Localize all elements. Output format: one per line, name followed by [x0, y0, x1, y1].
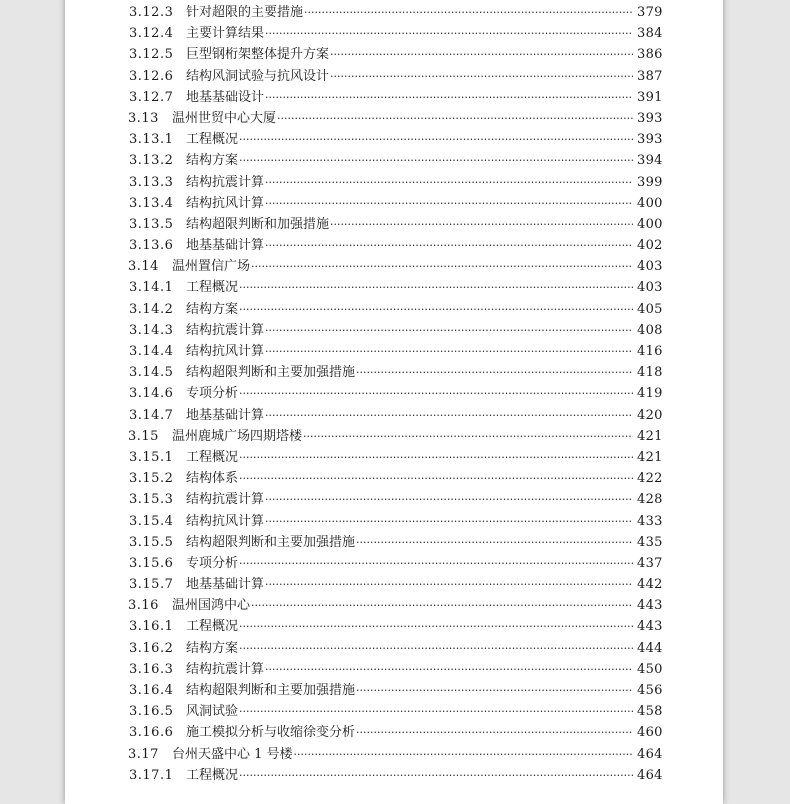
- toc-entry[interactable]: [65, 680, 723, 701]
- toc-entry-title: 地基基础计算: [186, 238, 265, 254]
- dot-leader: [277, 108, 633, 129]
- toc-entry-page-number: 384: [637, 26, 663, 42]
- dot-leader: [239, 277, 633, 298]
- toc-entry[interactable]: [65, 129, 723, 150]
- toc-entry-number: 3.12.4: [129, 26, 174, 42]
- toc-entry-title: 温州国鸿中心: [172, 598, 251, 614]
- toc-entry-page-number: 458: [637, 704, 663, 720]
- toc-entry-page-number: 428: [637, 492, 663, 508]
- dot-leader: [265, 235, 633, 256]
- toc-entry-number: 3.14.5: [129, 365, 174, 381]
- toc-entry-page-number: 418: [637, 365, 663, 381]
- toc-entry-number: 3.15.1: [129, 449, 174, 465]
- toc-entry-page-number: 408: [637, 322, 663, 338]
- toc-entry-page-number: 419: [637, 386, 663, 402]
- toc-entry-number: 3.13.4: [129, 195, 174, 211]
- dot-leader: [303, 426, 633, 447]
- toc-entry-number: 3.13.6: [129, 238, 174, 254]
- toc-entry-page-number: 435: [637, 534, 663, 550]
- toc-entry-title: 结构方案: [186, 301, 239, 317]
- toc-entry[interactable]: [65, 659, 723, 680]
- dot-leader: [239, 468, 633, 489]
- toc-entry-page-number: 400: [637, 216, 663, 232]
- toc-entry-number: 3.16.2: [129, 640, 174, 656]
- toc-entry-title: 结构超限判断和主要加强措施: [186, 534, 356, 550]
- toc-entry-title: 工程概况: [186, 767, 239, 783]
- toc-entry-title: 工程概况: [186, 280, 239, 296]
- toc-entry-number: 3.14.6: [129, 386, 174, 402]
- toc-entry[interactable]: [65, 532, 723, 553]
- toc-entry-title: 结构抗震计算: [186, 661, 265, 677]
- dot-leader: [265, 87, 633, 108]
- toc-entry-page-number: 460: [637, 725, 663, 741]
- toc-entry-number: 3.14.4: [129, 344, 174, 359]
- toc-entry-number: 3.16.3: [129, 661, 174, 677]
- toc-entry-title: 地基基础设计: [186, 89, 265, 105]
- toc-entry-page-number: 379: [637, 5, 663, 20]
- toc-entry[interactable]: [65, 511, 723, 532]
- dot-leader: [265, 172, 633, 193]
- dot-leader: [239, 553, 633, 574]
- toc-entry-page-number: 386: [637, 47, 663, 63]
- toc-entry-number: 3.16.4: [129, 683, 174, 698]
- dot-leader: [251, 595, 633, 616]
- toc-entry[interactable]: [65, 447, 723, 468]
- toc-entry-title: 结构抗风计算: [186, 513, 265, 529]
- toc-entry-title: 温州鹿城广场四期塔楼: [172, 428, 303, 444]
- toc-entry-number: 3.15.6: [129, 555, 174, 571]
- toc-entry[interactable]: [65, 277, 723, 298]
- toc-entry-number: 3.13.3: [129, 174, 174, 190]
- toc-entry-number: 3.14.7: [129, 407, 174, 423]
- toc-entry-title: 地基基础计算: [186, 577, 265, 593]
- dot-leader: [239, 129, 633, 150]
- dot-leader: [239, 616, 633, 637]
- dot-leader: [265, 193, 633, 214]
- dot-leader: [330, 44, 633, 65]
- toc-entry-number: 3.12.6: [129, 68, 174, 84]
- toc-entry[interactable]: [65, 320, 723, 341]
- toc-entry[interactable]: [65, 87, 723, 108]
- dot-leader: [304, 2, 633, 23]
- dot-leader: [265, 341, 633, 362]
- toc-entry[interactable]: [65, 405, 723, 426]
- toc-entry[interactable]: [65, 722, 723, 743]
- toc-entry-page-number: 442: [637, 577, 663, 593]
- dot-leader: [356, 362, 633, 383]
- toc-entry-page-number: 443: [637, 619, 663, 635]
- toc-entry[interactable]: [65, 616, 723, 637]
- toc-entry-title: 结构风洞试验与抗风设计: [186, 68, 330, 84]
- dot-leader: [239, 383, 633, 404]
- table-of-contents: [65, 2, 723, 786]
- dot-leader: [239, 299, 633, 320]
- toc-entry-title: 结构体系: [186, 471, 239, 487]
- toc-entry[interactable]: [65, 172, 723, 193]
- toc-entry-number: 3.15.7: [129, 577, 174, 593]
- dot-leader: [239, 701, 633, 722]
- toc-entry-number: 3.16.1: [129, 619, 174, 635]
- toc-entry-page-number: 433: [637, 513, 663, 529]
- toc-entry-title: 工程概况: [186, 132, 239, 148]
- toc-entry-title: 针对超限的主要措施: [186, 5, 304, 20]
- dot-leader: [356, 532, 633, 553]
- toc-entry-number: 3.12.5: [129, 47, 174, 63]
- toc-entry[interactable]: [65, 193, 723, 214]
- toc-entry-number: 3.15.3: [129, 492, 174, 508]
- toc-entry-number: 3.16: [128, 598, 159, 614]
- toc-entry-title: 温州世贸中心大厦: [172, 110, 277, 126]
- toc-entry[interactable]: [65, 299, 723, 320]
- toc-entry-title: 温州置信广场: [172, 259, 251, 275]
- toc-entry-title: 结构抗震计算: [186, 322, 265, 338]
- toc-entry-page-number: 420: [637, 407, 663, 423]
- toc-entry-title: 施工模拟分析与收缩徐变分析: [186, 725, 356, 741]
- toc-entry-page-number: 464: [637, 767, 663, 783]
- toc-entry-number: 3.13: [128, 110, 159, 126]
- toc-entry-page-number: 393: [637, 110, 663, 126]
- dot-leader: [265, 320, 633, 341]
- toc-entry-number: 3.12.3: [129, 5, 174, 20]
- toc-entry-number: 3.17.1: [129, 767, 174, 783]
- toc-entry-page-number: 400: [637, 195, 663, 211]
- toc-entry-number: 3.17: [128, 746, 159, 762]
- toc-entry-title: 工程概况: [186, 619, 239, 635]
- document-page: [65, 0, 723, 804]
- toc-entry[interactable]: [65, 744, 723, 765]
- toc-entry-title: 工程概况: [186, 449, 239, 465]
- dot-leader: [294, 744, 633, 765]
- toc-entry[interactable]: [65, 23, 723, 44]
- toc-entry-number: 3.16.6: [129, 725, 174, 741]
- toc-entry-title: 地基基础计算: [186, 407, 265, 423]
- toc-entry[interactable]: [65, 383, 723, 404]
- toc-entry-number: 3.15.2: [129, 471, 174, 487]
- dot-leader: [251, 256, 633, 277]
- toc-entry-page-number: 402: [637, 238, 663, 254]
- dot-leader: [239, 765, 633, 786]
- toc-entry[interactable]: [65, 108, 723, 129]
- toc-entry-page-number: 450: [637, 661, 663, 677]
- toc-entry-page-number: 422: [637, 471, 663, 487]
- toc-entry-number: 3.14.1: [129, 280, 174, 296]
- toc-entry-number: 3.13.5: [129, 216, 174, 232]
- toc-entry-number: 3.16.5: [129, 704, 174, 720]
- toc-entry-number: 3.15.4: [129, 513, 174, 529]
- toc-entry-title: 结构超限判断和主要加强措施: [186, 365, 356, 381]
- toc-entry-title: 主要计算结果: [186, 26, 265, 42]
- toc-entry[interactable]: [65, 44, 723, 65]
- toc-entry-page-number: 399: [637, 174, 663, 190]
- toc-entry-page-number: 421: [637, 428, 663, 444]
- dot-leader: [356, 680, 633, 701]
- toc-entry[interactable]: [65, 638, 723, 659]
- toc-entry-title: 结构超限判断和加强措施: [186, 216, 330, 232]
- toc-entry-page-number: 393: [637, 132, 663, 148]
- toc-entry-page-number: 437: [637, 555, 663, 571]
- toc-entry-title: 结构超限判断和主要加强措施: [186, 683, 356, 698]
- toc-entry[interactable]: [65, 150, 723, 171]
- toc-entry-number: 3.14.3: [129, 322, 174, 338]
- toc-entry-title: 专项分析: [186, 555, 239, 571]
- toc-entry-number: 3.13.1: [129, 132, 174, 148]
- toc-entry-page-number: 387: [637, 68, 663, 84]
- toc-entry-page-number: 391: [637, 89, 663, 105]
- dot-leader: [330, 66, 633, 87]
- toc-entry-page-number: 421: [637, 449, 663, 465]
- toc-entry[interactable]: [65, 574, 723, 595]
- toc-entry-page-number: 443: [637, 598, 663, 614]
- toc-entry-title: 结构抗震计算: [186, 492, 265, 508]
- toc-entry-title: 结构抗风计算: [186, 195, 265, 211]
- toc-entry-number: 3.14.2: [129, 301, 174, 317]
- toc-entry[interactable]: [65, 256, 723, 277]
- toc-entry[interactable]: [65, 2, 723, 23]
- toc-entry[interactable]: [65, 66, 723, 87]
- dot-leader: [265, 659, 633, 680]
- toc-entry[interactable]: [65, 341, 723, 362]
- dot-leader: [239, 447, 633, 468]
- toc-entry-page-number: 456: [637, 683, 663, 698]
- toc-entry-title: 台州天盛中心 1 号楼: [172, 746, 293, 762]
- toc-entry-page-number: 416: [637, 344, 663, 359]
- dot-leader: [356, 722, 633, 743]
- dot-leader: [265, 574, 633, 595]
- dot-leader: [265, 489, 633, 510]
- toc-entry[interactable]: [65, 214, 723, 235]
- toc-entry-title: 结构抗风计算: [186, 344, 265, 359]
- toc-entry-page-number: 403: [637, 280, 663, 296]
- toc-entry-number: 3.15.5: [129, 534, 174, 550]
- toc-entry-page-number: 403: [637, 259, 663, 275]
- toc-entry-title: 风洞试验: [186, 704, 239, 720]
- toc-entry[interactable]: [65, 468, 723, 489]
- toc-entry-page-number: 464: [637, 746, 663, 762]
- toc-entry[interactable]: [65, 235, 723, 256]
- toc-entry-page-number: 444: [637, 640, 663, 656]
- dot-leader: [239, 638, 633, 659]
- toc-entry[interactable]: [65, 489, 723, 510]
- toc-entry[interactable]: [65, 765, 723, 786]
- toc-entry-title: 专项分析: [186, 386, 239, 402]
- toc-entry-title: 巨型钢桁架整体提升方案: [186, 47, 330, 63]
- toc-entry[interactable]: [65, 553, 723, 574]
- toc-entry[interactable]: [65, 426, 723, 447]
- toc-entry-number: 3.15: [128, 428, 159, 444]
- dot-leader: [239, 150, 633, 171]
- dot-leader: [330, 214, 633, 235]
- toc-entry[interactable]: [65, 595, 723, 616]
- toc-entry-title: 结构抗震计算: [186, 174, 265, 190]
- toc-entry-title: 结构方案: [186, 640, 239, 656]
- toc-entry-number: 3.14: [128, 259, 159, 275]
- dot-leader: [265, 405, 633, 426]
- toc-entry[interactable]: [65, 701, 723, 722]
- toc-entry-title: 结构方案: [186, 153, 239, 169]
- toc-entry-page-number: 405: [637, 301, 663, 317]
- toc-entry-number: 3.12.7: [129, 89, 174, 105]
- toc-entry[interactable]: [65, 362, 723, 383]
- dot-leader: [265, 23, 633, 44]
- toc-entry-page-number: 394: [637, 153, 663, 169]
- dot-leader: [265, 511, 633, 532]
- toc-entry-number: 3.13.2: [129, 153, 174, 169]
